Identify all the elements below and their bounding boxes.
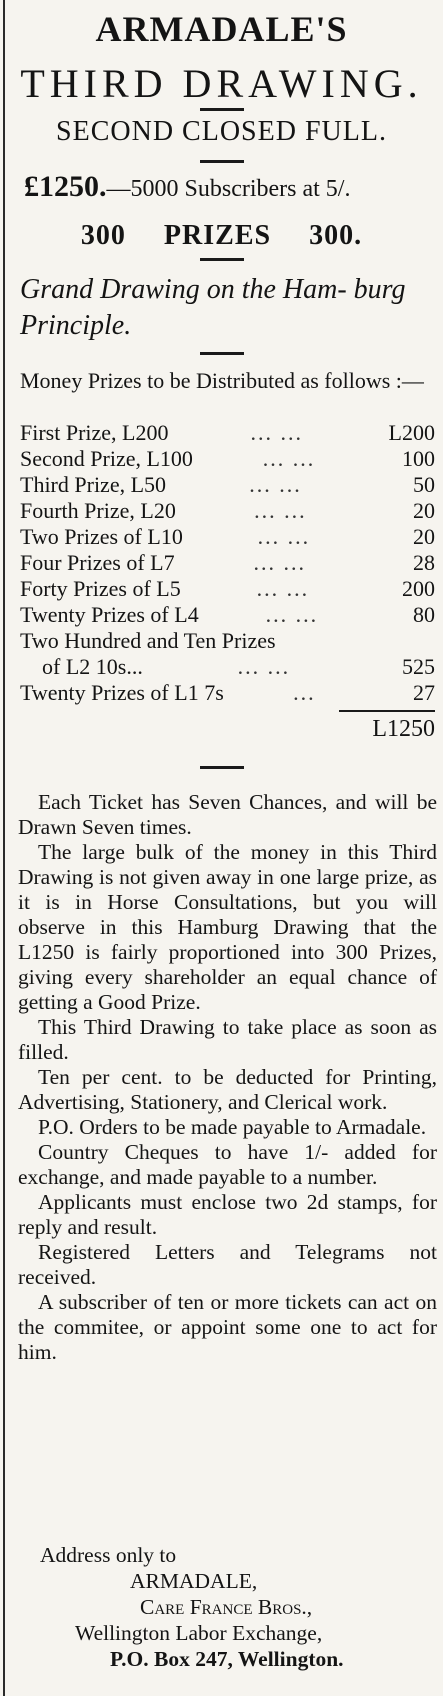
prize-label: Two Hundred and Ten Prizes [20, 628, 276, 653]
prize-total: L1250 [372, 716, 435, 742]
divider [200, 108, 244, 111]
prize-row [20, 524, 435, 550]
prizes-count-right: 300. [309, 220, 363, 251]
leader-dots: ... ... [254, 498, 307, 523]
leader-dots: ... ... [253, 550, 307, 575]
divider [200, 352, 244, 355]
ad-title: ARMADALE'S [95, 9, 348, 49]
leader-dots: ... ... [265, 602, 319, 627]
prize-row [20, 550, 435, 576]
prize-label: Two Prizes of L10 [20, 524, 183, 549]
terms-paragraph: Each Ticket has Seven Chances, and will be Drawn Seven times. [18, 790, 437, 839]
leader-dots: ... ... [250, 420, 303, 445]
prize-value: L200 [388, 420, 435, 445]
leader-dots: ... ... [257, 524, 311, 549]
prizes-word: PRIZES [163, 220, 272, 251]
money-prizes-intro: Money Prizes to be Distributed as follows :— [20, 368, 424, 393]
prize-row [20, 498, 435, 524]
prize-value: 27 [413, 680, 435, 705]
terms-paragraph: Country Cheques to have 1/- added for exchange, and made payable to a number. [18, 1140, 437, 1189]
prize-value: 525 [402, 654, 435, 679]
prize-value: 50 [413, 472, 435, 497]
terms-paragraph: P.O. Orders to be made payable to Armadale. [38, 1115, 427, 1139]
leader-dots: ... ... [262, 446, 316, 471]
prize-value: 28 [413, 550, 435, 575]
prize-row [20, 628, 435, 654]
divider [200, 258, 244, 261]
terms-paragraph: A subscriber of ten or more tickets can act on the commitee, or appoint some one to act for him. [18, 1290, 437, 1364]
closed-notice: SECOND CLOSED FULL. [56, 116, 387, 147]
prize-row [20, 420, 435, 446]
prize-value [385, 628, 435, 654]
address-block [20, 1542, 433, 1672]
terms-paragraph: Applicants must enclose two 2d stamps, for reply and result. [18, 1190, 437, 1239]
terms-paragraph: Registered Letters and Telegrams not received. [18, 1240, 437, 1289]
fund-subscribers: —5000 Subscribers at 5/. [106, 176, 351, 202]
leader-dots: ... ... [237, 654, 291, 679]
prize-row [20, 576, 435, 602]
leader-dots: ... ... [249, 472, 302, 497]
prize-label: Third Prize, L50 [20, 472, 167, 497]
prize-value: 80 [413, 602, 435, 627]
address-intro: Address only to [40, 1543, 177, 1567]
prize-value: 20 [413, 524, 435, 549]
prize-label: Twenty Prizes of L1 7s [20, 680, 224, 705]
terms-text [18, 790, 437, 1365]
address-place: Wellington Labor Exchange, [75, 1621, 323, 1645]
prize-label: Twenty Prizes of L4 [20, 602, 199, 627]
address-care: Care France Bros., [140, 1595, 313, 1619]
terms-paragraph: This Third Drawing to take place as soon as filled. [18, 1015, 437, 1064]
total-rule [339, 710, 435, 712]
prize-label: Forty Prizes of L5 [20, 576, 181, 601]
prize-row [20, 654, 435, 680]
grand-drawing-line: Grand Drawing on the Ham- burg Principle. [20, 274, 406, 341]
ad-subtitle: THIRD DRAWING. [20, 61, 423, 106]
prize-label: Second Prize, L100 [20, 446, 193, 471]
prize-row [20, 602, 435, 628]
prizes-count-left: 300 [80, 220, 126, 251]
divider [200, 766, 244, 769]
prize-value: 20 [413, 498, 435, 523]
prizes-heading [14, 220, 429, 252]
terms-paragraph: Ten per cent. to be deducted for Printing, Advertising, Stationery, and Clerical work. [18, 1065, 437, 1114]
prize-label: Fourth Prize, L20 [20, 498, 176, 523]
terms-paragraph: The large bulk of the money in this Third Drawing is not given away in one large prize, as it is in Horse Consultations, but you will observe in this Hamburg Drawing that the L1250 is fairly proportioned into 300 Prizes, giving every shareholder an equal chance of getting a Good Prize. [18, 840, 437, 1014]
prize-list [20, 420, 435, 706]
divider [200, 160, 244, 163]
prize-row [20, 680, 435, 706]
leader-dots: ... ... [256, 576, 310, 601]
prize-label: First Prize, L200 [20, 420, 169, 445]
fund-line [24, 170, 433, 204]
leader-dots: ... [293, 680, 316, 705]
prize-value: 200 [402, 576, 435, 601]
address-name: ARMADALE, [130, 1569, 258, 1593]
leader-dots [276, 628, 385, 654]
prize-label: Four Prizes of L7 [20, 550, 175, 575]
fund-amount: £1250. [24, 170, 107, 203]
prize-row [20, 472, 435, 498]
prize-label: of L2 10s... [20, 654, 143, 679]
prize-row [20, 446, 435, 472]
column-rule [3, 0, 5, 1696]
prize-value: 100 [402, 446, 435, 471]
address-box: P.O. Box 247, Wellington. [110, 1647, 344, 1671]
